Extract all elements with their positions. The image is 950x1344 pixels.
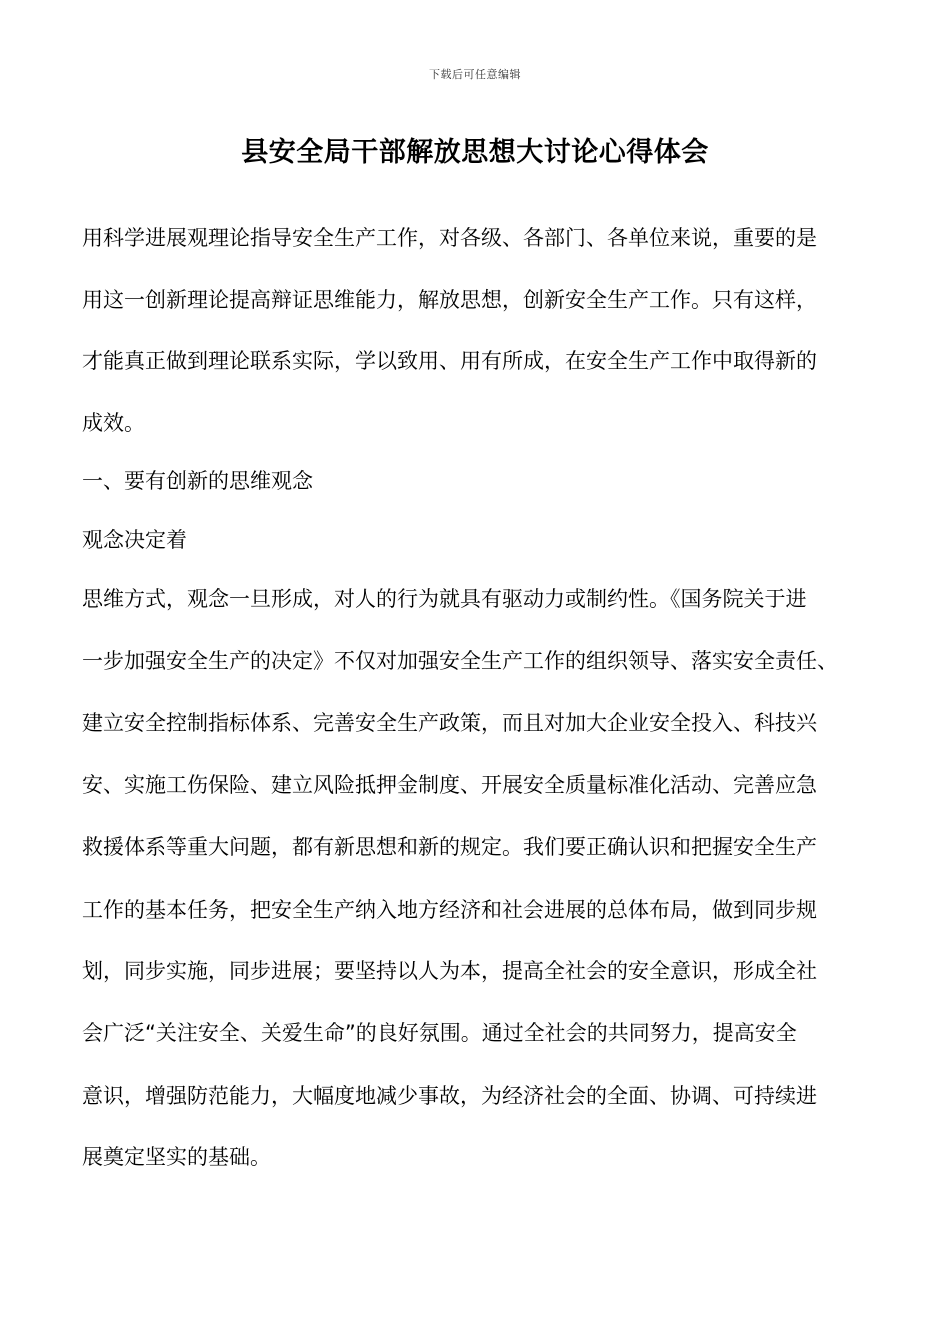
document-title: 县安全局干部解放思想大讨论心得体会 [241,137,709,168]
paragraph-line: 一步加强安全生产的决定》不仅对加强安全生产工作的组织领导、落实安全责任、 [82,649,838,673]
paragraph-line: 意识，增强防范能力，大幅度地减少事故，为经济社会的全面、协调、可持续进 [82,1084,817,1108]
paragraph-line: 展奠定坚实的基础。 [82,1145,271,1169]
section-heading: 一、要有创新的思维观念 [82,469,313,493]
paragraph-line: 用这一创新理论提高辩证思维能力，解放思想，创新安全生产工作。只有这样， [82,288,817,312]
paragraph-line: 划，同步实施，同步进展；要坚持以人为本，提高全社会的安全意识，形成全社 [82,959,817,983]
paragraph-line: 用科学进展观理论指导安全生产工作，对各级、各部门、各单位来说，重要的是 [82,226,817,250]
paragraph-line: 建立安全控制指标体系、完善安全生产政策，而且对加大企业安全投入、科技兴 [82,711,817,735]
paragraph-line: 救援体系等重大问题，都有新思想和新的规定。我们要正确认识和把握安全生产 [82,835,817,859]
paragraph-line: 观念决定着 [82,528,187,552]
paragraph-line: 工作的基本任务，把安全生产纳入地方经济和社会进展的总体布局，做到同步规 [82,898,817,922]
paragraph-line: 成效。 [82,411,145,435]
paragraph-line: 思维方式，观念一旦形成，对人的行为就具有驱动力或制约性。《国务院关于进 [82,587,807,611]
paragraph-line: 才能真正做到理论联系实际，学以致用、用有所成，在安全生产工作中取得新的 [82,349,817,373]
header-note: 下载后可任意编辑 [429,68,521,81]
paragraph-line: 安、实施工伤保险、建立风险抵押金制度、开展安全质量标准化活动、完善应急 [82,773,817,797]
paragraph-line: 会广泛“关注安全、关爱生命”的良好氛围。通过全社会的共同努力，提高安全 [82,1021,797,1045]
